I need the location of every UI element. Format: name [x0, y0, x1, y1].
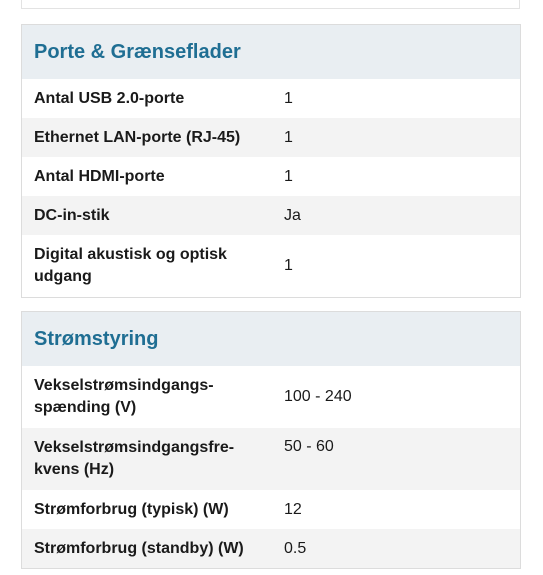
ports-interfaces-section [21, 24, 521, 298]
table-row [22, 490, 520, 529]
table-row [22, 79, 520, 118]
spec-label: Antal USB 2.0-porte [34, 89, 185, 107]
spec-label: Vekselstrømsindgangsfre-kvens (Hz) [34, 439, 235, 478]
table-row [22, 118, 520, 157]
table-row [22, 235, 520, 297]
spec-label: Vekselstrømsindgangs-spænding (V) [34, 377, 214, 416]
spec-value: 1 [284, 257, 293, 274]
section-title: Strømstyring [22, 312, 520, 366]
spec-label: Strømforbrug (standby) (W) [34, 539, 244, 557]
table-row [22, 157, 520, 196]
spec-label: Ethernet LAN-porte (RJ-45) [34, 128, 241, 146]
table-row [22, 529, 520, 568]
spec-value: 1 [284, 167, 293, 185]
spec-value: 1 [284, 89, 293, 107]
spec-label: DC-in-stik [34, 206, 110, 224]
spec-value: 12 [284, 500, 302, 518]
table-row [22, 196, 520, 235]
spec-label: Strømforbrug (typisk) (W) [34, 500, 229, 518]
spec-label: Digital akustisk og optisk udgang [34, 246, 227, 285]
table-row [22, 366, 520, 428]
spec-value: 100 - 240 [284, 388, 352, 405]
spec-value: 1 [284, 128, 293, 146]
spec-label: Antal HDMI-porte [34, 167, 165, 185]
spec-value: 50 - 60 [284, 438, 334, 455]
power-management-section [21, 311, 521, 569]
spec-value: Ja [284, 206, 301, 224]
section-title: Porte & Grænseflader [22, 25, 520, 79]
spec-value: 0.5 [284, 539, 307, 557]
table-row [22, 428, 520, 490]
previous-section-edge [21, 0, 520, 9]
